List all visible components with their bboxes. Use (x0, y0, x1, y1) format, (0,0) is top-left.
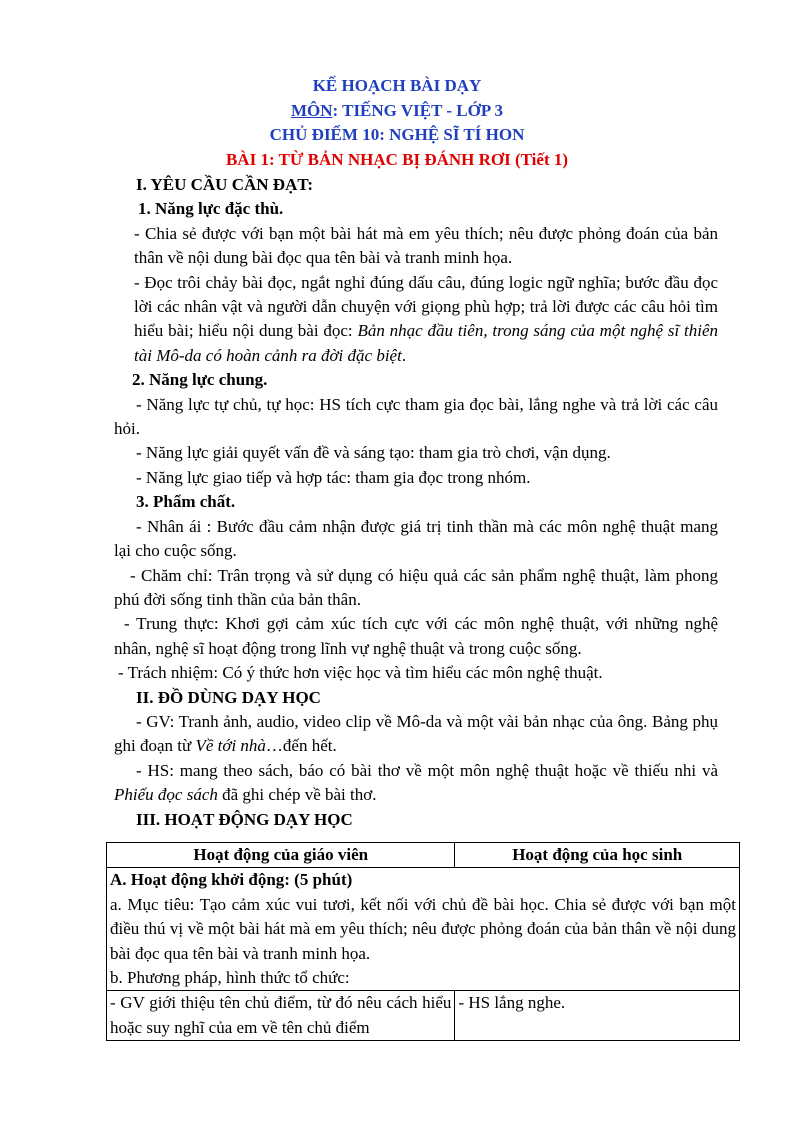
table-row (107, 868, 740, 991)
paragraph (114, 271, 718, 369)
warmup-section-cell (107, 868, 740, 991)
table-row (107, 991, 740, 1041)
paragraph: - Trung thực: Khơi gợi cảm xúc tích cực với các môn nghệ thuật, với những nghệ nhân, nghệ sĩ hoạt động trong lĩnh vự nghệ thuật và trong cuộc sống. (114, 614, 718, 658)
table-header-row (107, 843, 740, 868)
paragraph: - Chăm chỉ: Trân trọng và sử dụng có hiệu quả các sản phẩm nghệ thuật, làm phong phú đời sống tinh thần của bản thân. (114, 565, 718, 609)
italic-text: Phiếu đọc sách (114, 785, 218, 805)
section-3-heading: III. HOẠT ĐỘNG DẠY HỌC (136, 809, 353, 829)
lesson-title: BÀI 1: TỪ BẢN NHẠC BỊ ĐÁNH RƠI (Tiết 1) (225, 149, 569, 169)
section-2-heading: II. ĐỒ DÙNG DẠY HỌC (136, 687, 321, 707)
paragraph: - Chia sẻ được với bạn một bài hát mà em yêu thích; nêu được phỏng đoán của bản thân về nội dung bài đọc qua tên bài và tranh minh họa. (134, 223, 718, 268)
paragraph: - Năng lực tự chủ, tự học: HS tích cực tham gia đọc bài, lắng nghe và trả lời các câu hỏi. (114, 394, 718, 439)
student-column-header: Hoạt động của học sinh (455, 843, 740, 868)
title-line-3: CHỦ ĐIỂM 10: NGHỆ SĨ TÍ HON (269, 125, 525, 144)
activities-table (106, 842, 740, 1041)
warmup-goal: a. Mục tiêu: Tạo cảm xúc vui tươi, kết nối với chủ đề bài học. Chia sẻ được với bạn một điều thú vị về một bài hát mà em yêu thích; nêu được phỏng đoán của bản thân về nội dung bài đọc qua tên bài và tranh minh họa. (110, 894, 736, 963)
paragraph: - Trách nhiệm: Có ý thức hơn việc học và tìm hiểu các môn nghệ thuật. (118, 663, 603, 683)
text-span: …đến hết. (265, 736, 337, 756)
text-span: . (401, 345, 407, 365)
subsection-1-heading: 1. Năng lực đặc thù. (138, 199, 284, 219)
subject-label: MÔN (290, 100, 333, 120)
paragraph (114, 759, 718, 808)
title-line-2 (0, 99, 794, 124)
text-span: - GV: Tranh ảnh, audio, video clip về Mô-da và một vài bản nhạc của ông. Bảng phụ ghi đoạn từ (114, 711, 718, 756)
paragraph: - Nhân ái : Bước đầu cảm nhận được giá trị tinh thần mà các môn nghệ thuật mang lại cho cuộc sống. (114, 516, 718, 561)
warmup-method: b. Phương pháp, hình thức tổ chức: (110, 968, 350, 988)
teacher-activity-cell: - GV giới thiệu tên chủ điểm, từ đó nêu cách hiểu hoặc suy nghĩ của em về tên chủ điểm (107, 991, 455, 1041)
paragraph (114, 710, 718, 759)
subsection-2-heading: 2. Năng lực chung. (132, 370, 268, 390)
text-span: - Đọc trôi chảy bài đọc, ngắt nghỉ đúng dấu câu, đúng logic ngữ nghĩa; bước đầu đọc lời các nhân vật và người dẫn chuyện với giọng phù hợp; trả lời được các câu hỏi tìm hiểu bài; hiểu nội dung bài đọc: (134, 272, 718, 341)
student-activity-cell: - HS lắng nghe. (455, 991, 740, 1041)
text-span: - HS: mang theo sách, báo có bài thơ về một môn nghệ thuật hoặc về thiếu nhi và (136, 760, 718, 780)
document-body (114, 173, 718, 832)
teacher-column-header: Hoạt động của giáo viên (107, 843, 455, 868)
section-1-heading: I. YÊU CẦU CẦN ĐẠT: (136, 175, 314, 194)
paragraph: - Năng lực giao tiếp và hợp tác: tham gia đọc trong nhóm. (136, 467, 531, 487)
title-line-1: KẾ HOẠCH BÀI DẠY (312, 76, 482, 95)
italic-text: Về tới nhà (195, 736, 266, 756)
paragraph: - Năng lực giải quyết vấn đề và sáng tạo: tham gia trò chơi, vận dụng. (136, 443, 611, 463)
subsection-3-heading: 3. Phẩm chất. (136, 492, 236, 512)
warmup-title: A. Hoạt động khởi động: (5 phút) (110, 870, 353, 890)
italic-text: Bản nhạc đầu tiên, trong sáng của một nghệ sĩ thiên tài Mô-da có hoàn cảnh ra đời đặc biệt (134, 321, 718, 365)
subject-value: : TIẾNG VIỆT - LỚP 3 (332, 100, 504, 120)
document-title-block (0, 74, 794, 172)
text-span: đã ghi chép về bài thơ. (217, 785, 377, 805)
